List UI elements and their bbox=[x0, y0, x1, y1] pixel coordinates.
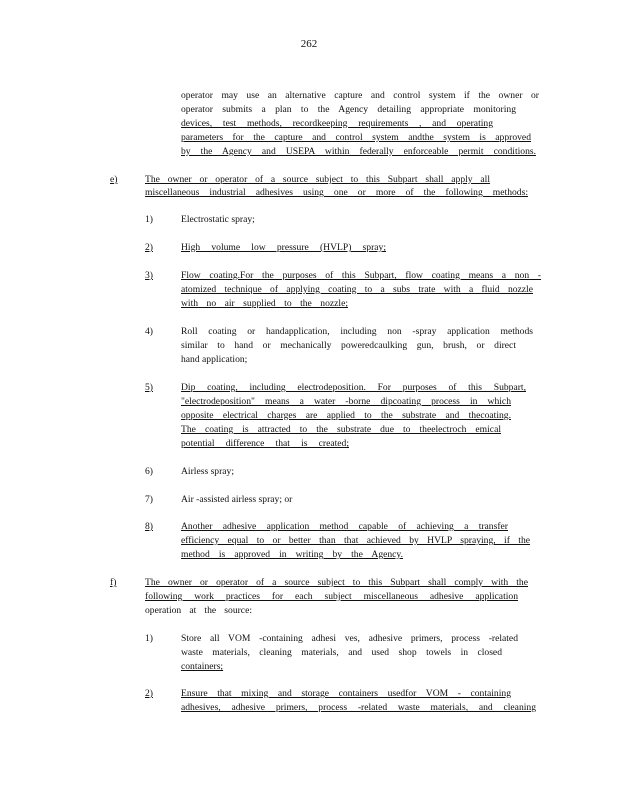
text-line: opposite electrical charges are applied to the substrate and thecoating. bbox=[181, 410, 511, 421]
text-line: Dip coating, including electrodeposition. For purposes of this Subpart, bbox=[181, 382, 526, 393]
text-line: by the Agency and USEPA within federally enforceable permit conditions. bbox=[181, 146, 536, 157]
text-line: operator may use an alternative capture and control system if the owner or bbox=[181, 90, 539, 101]
text-line: miscellaneous industrial adhesives using one or more of the following methods: bbox=[145, 187, 528, 198]
section-label: e) bbox=[110, 174, 118, 185]
text-line: waste materials, cleaning materials, and used shop towels in closed bbox=[181, 647, 502, 658]
page-number: 262 bbox=[300, 38, 318, 50]
text-line: operation at the source: bbox=[145, 605, 252, 616]
text-line: potential difference that is created; bbox=[181, 438, 349, 449]
text-line: following work practices for each subject miscellaneous adhesive application bbox=[145, 591, 518, 602]
text-line: Airless spray; bbox=[181, 466, 235, 477]
text-line: Store all VOM -containing adhesi ves, adhesive primers, process -related bbox=[181, 633, 518, 644]
item-number: 2) bbox=[145, 688, 153, 699]
text-line: Roll coating or handapplication, including non -spray application methods bbox=[181, 326, 533, 337]
item-number: 1) bbox=[145, 633, 153, 644]
item-number: 2) bbox=[145, 242, 153, 253]
text-line: parameters for the capture and control system andthe system is approved bbox=[181, 132, 531, 143]
text-line: Flow coating.For the purposes of this Subpart, flow coating means a non - bbox=[181, 270, 541, 281]
text-line: The coating is attracted to the substrate due to theelectroch emical bbox=[181, 424, 501, 435]
item-number: 3) bbox=[145, 270, 153, 281]
text-line: High volume low pressure (HVLP) spray; bbox=[181, 242, 386, 253]
text-line: Electrostatic spray; bbox=[181, 214, 255, 225]
text-line: Ensure that mixing and storage containers usedfor VOM - containing bbox=[181, 688, 511, 699]
text-line: containers; bbox=[181, 661, 224, 672]
text-line: similar to hand or mechanically poweredcaulking gun, brush, or direct bbox=[181, 340, 516, 351]
item-number: 7) bbox=[145, 494, 153, 505]
text-line: The owner or operator of a source subject to this Subpart shall comply with the bbox=[145, 577, 528, 588]
section-label: f) bbox=[110, 577, 117, 588]
text-line: adhesives, adhesive primers, process -related waste materials, and cleaning bbox=[181, 702, 536, 713]
text-line: Another adhesive application method capable of achieving a transfer bbox=[181, 521, 508, 532]
text-line: hand application; bbox=[181, 354, 248, 365]
text-line: The owner or operator of a source subject to this Subpart shall apply all bbox=[145, 174, 490, 185]
text-line: devices, test methods, recordkeeping requirements , and operating bbox=[181, 118, 493, 129]
item-number: 1) bbox=[145, 214, 153, 225]
text-line: Air -assisted airless spray; or bbox=[181, 494, 293, 505]
text-line: atomized technique of applying coating to a subs trate with a fluid nozzle bbox=[181, 284, 533, 295]
item-number: 8) bbox=[145, 521, 153, 532]
item-number: 4) bbox=[145, 326, 153, 337]
text-line: method is approved in writing by the Agency. bbox=[181, 549, 403, 560]
item-number: 5) bbox=[145, 382, 153, 393]
text-line: "electrodeposition" means a water -borne dipcoating process in which bbox=[181, 396, 511, 407]
text-line: efficiency equal to or better than that achieved by HVLP spraying, if the bbox=[181, 535, 530, 546]
text-line: operator submits a plan to the Agency detailing appropriate monitoring bbox=[181, 104, 516, 115]
item-number: 6) bbox=[145, 466, 153, 477]
text-line: with no air supplied to the nozzle; bbox=[181, 298, 348, 309]
